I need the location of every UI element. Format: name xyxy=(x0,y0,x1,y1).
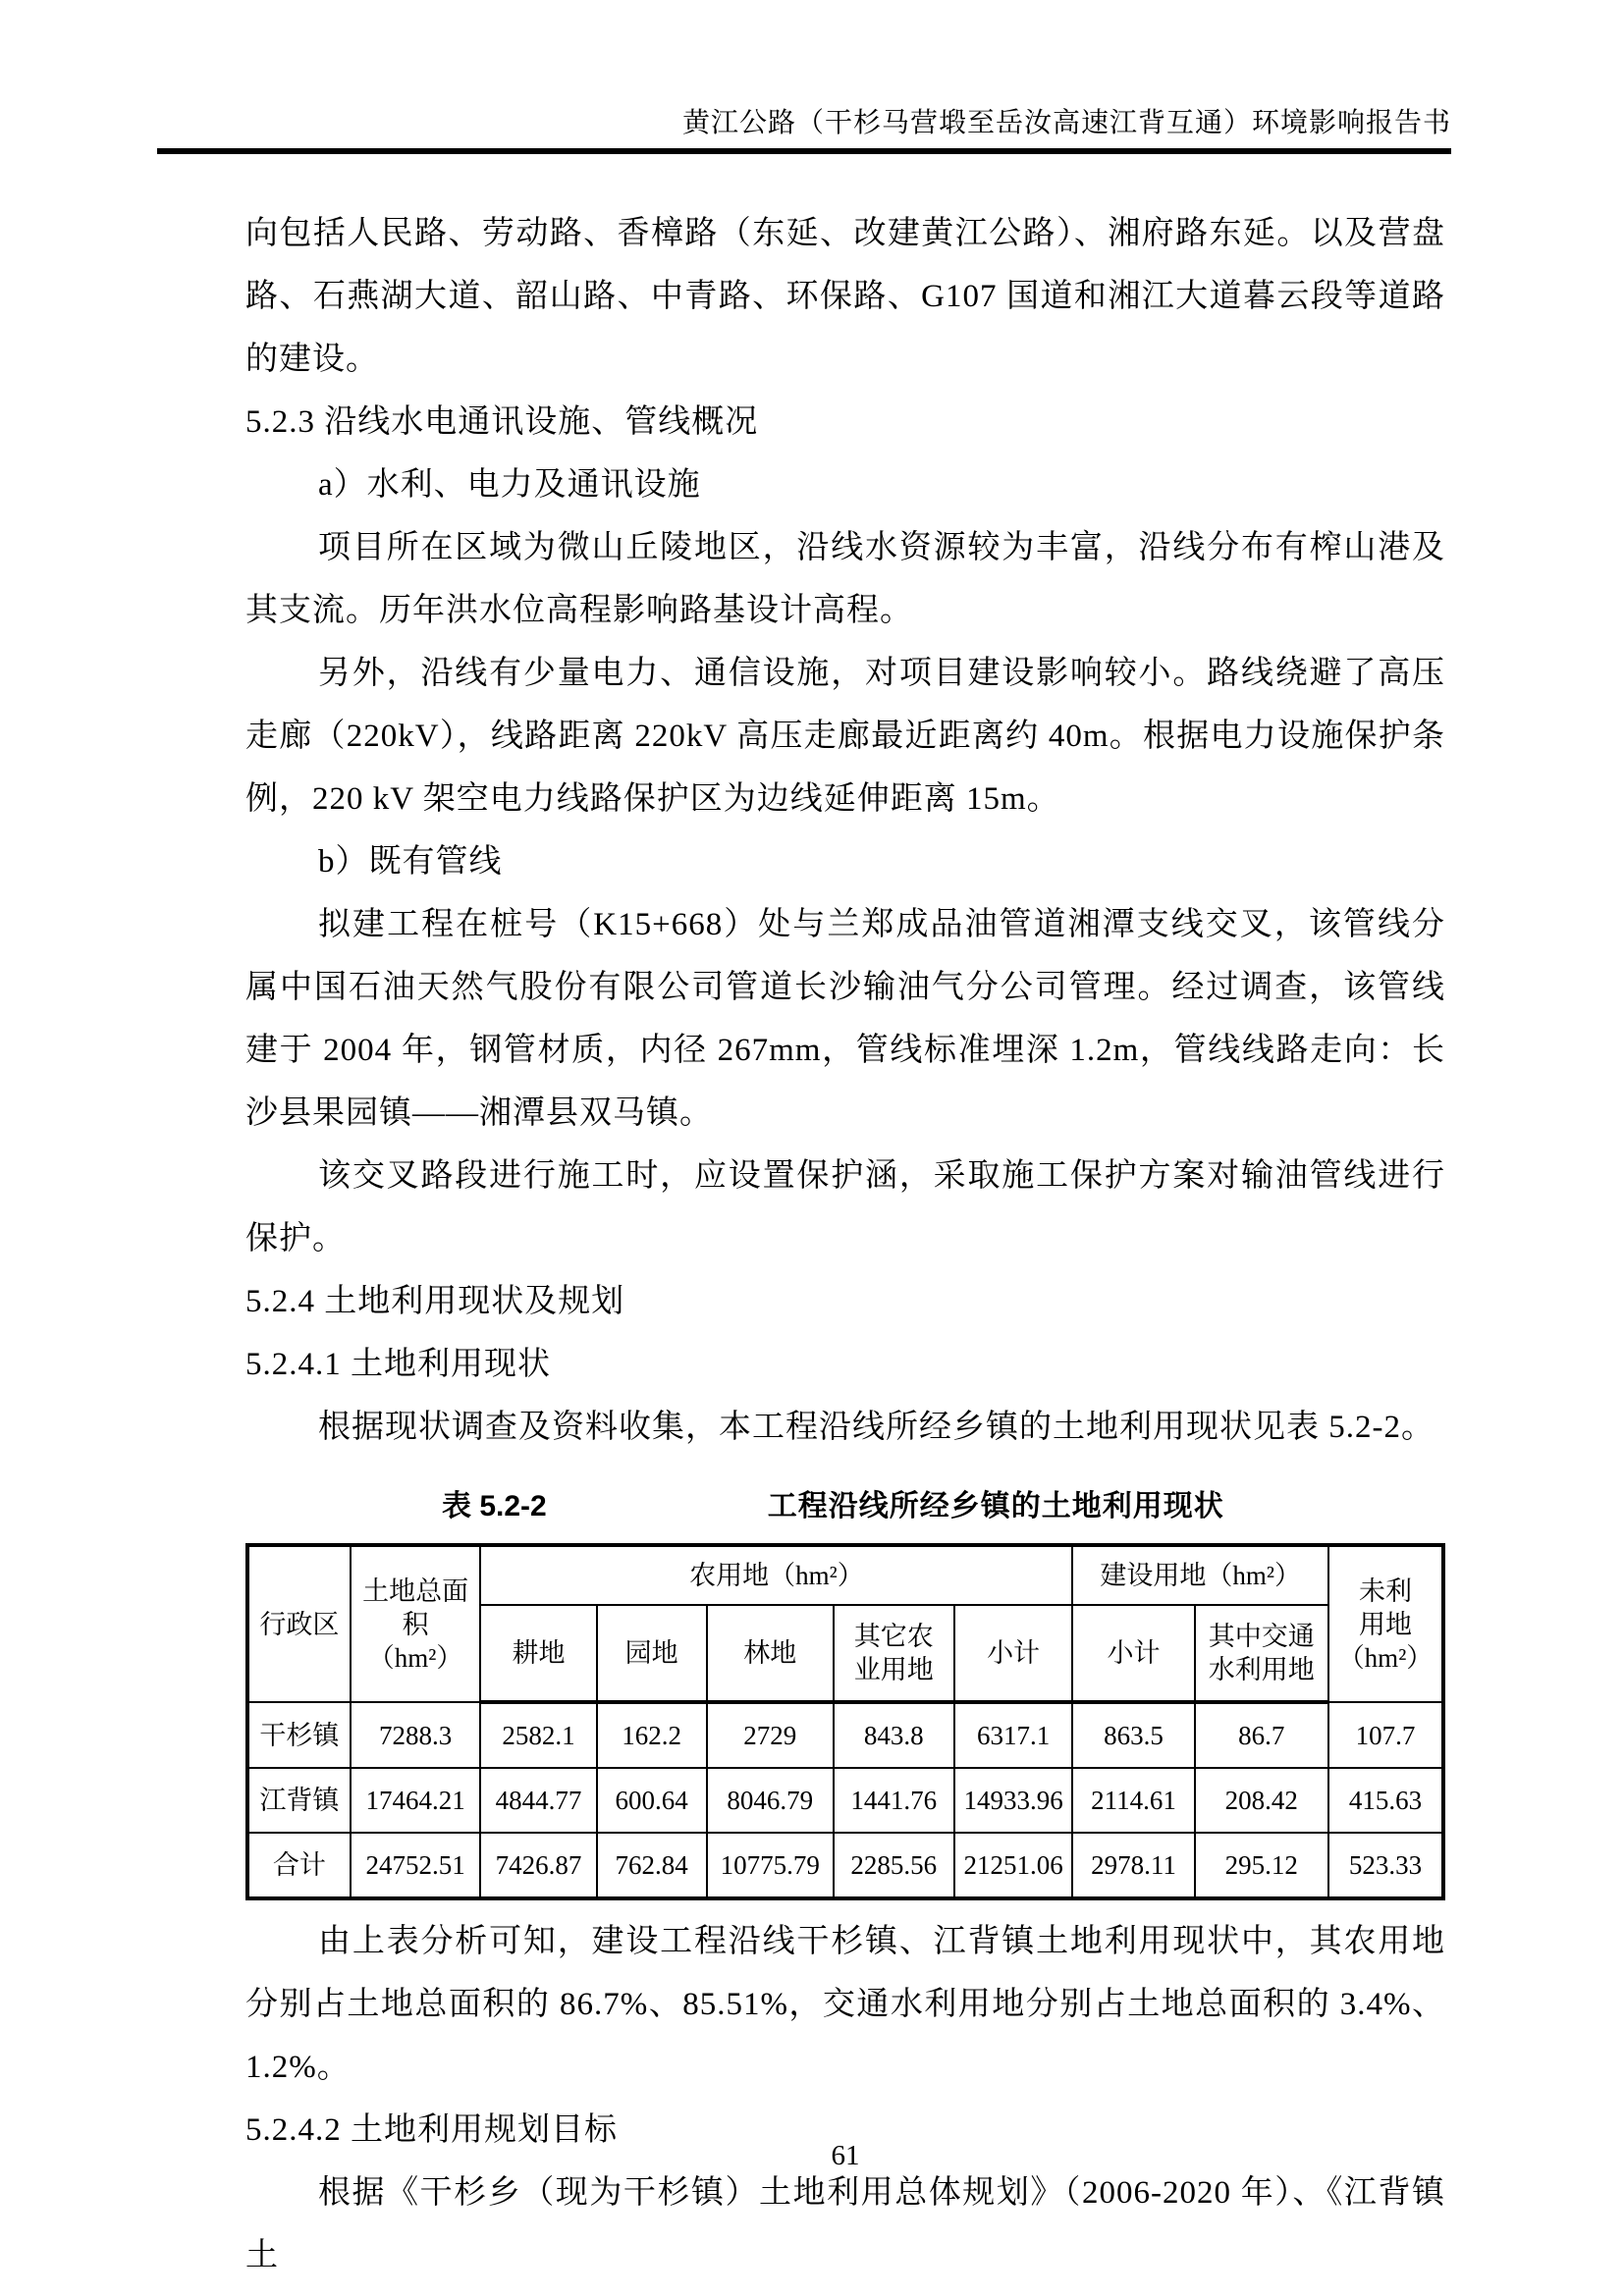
value-cell: 523.33 xyxy=(1328,1833,1443,1898)
value-cell: 1441.76 xyxy=(834,1768,954,1833)
paragraph: 另外，沿线有少量电力、通信设施，对项目建设影响较小。路线绕避了高压走廊（220kV），线路距离 220kV 高压走廊最近距离约 40m。根据电力设施保护条例，220 kV 架空电力线路保护区为边线延伸距离 15m。 xyxy=(245,656,1445,817)
value-cell: 21251.06 xyxy=(954,1833,1073,1898)
page-number: 61 xyxy=(831,2140,860,2171)
value-cell: 2285.56 xyxy=(834,1833,954,1898)
section-heading-5-2-4: 5.2.4 土地利用现状及规划 xyxy=(245,1284,625,1319)
paragraph: 根据《干杉乡（现为干杉镇）土地利用总体规划》（2006-2020 年）、《江背镇土 xyxy=(245,2175,1445,2273)
col-header-unused-land xyxy=(1328,1545,1443,1702)
value-cell: 24752.51 xyxy=(351,1833,481,1898)
value-cell: 162.2 xyxy=(597,1702,707,1768)
value-cell: 600.64 xyxy=(597,1768,707,1833)
col-header-other-agri-land-label: 其它农业用地 xyxy=(853,1622,934,1684)
value-cell: 17464.21 xyxy=(351,1768,481,1833)
col-header-total-area-unit: （hm²） xyxy=(367,1642,463,1673)
section-heading-5-2-3: 5.2.3 沿线水电通讯设施、管线概况 xyxy=(245,404,759,440)
col-header-agri-subtotal: 小计 xyxy=(954,1605,1073,1702)
value-cell: 8046.79 xyxy=(707,1768,834,1833)
col-header-transport-water-land-label: 其中交通水利用地 xyxy=(1208,1622,1315,1684)
subheading-a: a）水利、电力及通讯设施 xyxy=(318,467,701,503)
subheading-b: b）既有管线 xyxy=(318,844,503,880)
header-rule-divider xyxy=(157,148,1451,154)
table-row-jiangbei xyxy=(247,1768,1443,1833)
paragraph: 根据现状调查及资料收集，本工程沿线所经乡镇的土地利用现状见表 5.2-2。 xyxy=(318,1410,1435,1445)
col-header-total-area xyxy=(351,1545,481,1702)
value-cell: 107.7 xyxy=(1328,1702,1443,1768)
group-header-agricultural-land: 农用地（hm²） xyxy=(480,1545,1072,1605)
paragraph: 拟建工程在桩号（K15+668）处与兰郑成品油管道湘潭支线交叉，该管线分属中国石油天然气股份有限公司管道长沙输油气分公司管理。经过调查，该管线建于 2004 年，钢管材质，内径 267mm，管线标准埋深 1.2m，管线线路走向：长沙县果园镇——湘潭县双马镇。 xyxy=(245,907,1445,1131)
value-cell: 843.8 xyxy=(834,1702,954,1768)
paragraph: 向包括人民路、劳动路、香樟路（东延、改建黄江公路）、湘府路东延。以及营盘路、石燕湖大道、韶山路、中青路、环保路、G107 国道和湘江大道暮云段等道路的建设。 xyxy=(245,216,1445,377)
region-cell: 干杉镇 xyxy=(247,1702,351,1768)
col-header-transport-water-land xyxy=(1195,1605,1328,1702)
paragraph: 项目所在区域为微山丘陵地区，沿线水资源较为丰富，沿线分布有榨山港及其支流。历年洪水位高程影响路基设计高程。 xyxy=(245,530,1445,628)
table-row-ganshan xyxy=(247,1702,1443,1768)
value-cell: 6317.1 xyxy=(954,1702,1073,1768)
table-caption-label: 表 5.2-2 xyxy=(442,1490,547,1522)
table-caption xyxy=(245,1484,1445,1529)
value-cell: 7288.3 xyxy=(351,1702,481,1768)
col-header-cultivated-land: 耕地 xyxy=(480,1605,596,1702)
running-header-title: 黄江公路（干杉马营塅至岳汝高速江背互通）环境影响报告书 xyxy=(681,108,1451,138)
paragraph: 由上表分析可知，建设工程沿线干杉镇、江背镇土地利用现状中，其农用地分别占土地总面积的 86.7%、85.51%，交通水利用地分别占土地总面积的 3.4%、1.2%。 xyxy=(245,1924,1445,2085)
value-cell: 863.5 xyxy=(1072,1702,1194,1768)
table-row-total xyxy=(247,1833,1443,1898)
col-header-unused-land-label: 未利用地 xyxy=(1358,1575,1412,1639)
col-header-constr-subtotal: 小计 xyxy=(1072,1605,1194,1702)
value-cell: 14933.96 xyxy=(954,1768,1073,1833)
value-cell: 2114.61 xyxy=(1072,1768,1194,1833)
col-header-forest-land: 林地 xyxy=(707,1605,834,1702)
value-cell: 2582.1 xyxy=(480,1702,596,1768)
value-cell: 415.63 xyxy=(1328,1768,1443,1833)
group-header-construction-land: 建设用地（hm²） xyxy=(1072,1545,1328,1605)
col-header-garden-land: 园地 xyxy=(597,1605,707,1702)
col-header-unused-land-unit: （hm²） xyxy=(1337,1642,1434,1673)
value-cell: 2729 xyxy=(707,1702,834,1768)
land-use-table xyxy=(245,1543,1445,1900)
region-cell: 江背镇 xyxy=(247,1768,351,1833)
value-cell: 86.7 xyxy=(1195,1702,1328,1768)
value-cell: 7426.87 xyxy=(480,1833,596,1898)
page-content xyxy=(245,202,1445,2287)
region-cell: 合计 xyxy=(247,1833,351,1898)
value-cell: 10775.79 xyxy=(707,1833,834,1898)
value-cell: 762.84 xyxy=(597,1833,707,1898)
paragraph: 该交叉路段进行施工时，应设置保护涵，采取施工保护方案对输油管线进行保护。 xyxy=(245,1158,1445,1256)
section-heading-5-2-4-1: 5.2.4.1 土地利用现状 xyxy=(245,1347,551,1382)
value-cell: 2978.11 xyxy=(1072,1833,1194,1898)
col-header-other-agri-land xyxy=(834,1605,954,1702)
table-caption-title: 工程沿线所经乡镇的土地利用现状 xyxy=(767,1490,1224,1522)
value-cell: 295.12 xyxy=(1195,1833,1328,1898)
section-heading-5-2-4-2: 5.2.4.2 土地利用规划目标 xyxy=(245,2112,618,2148)
col-header-admin-region: 行政区 xyxy=(247,1545,351,1702)
value-cell: 208.42 xyxy=(1195,1768,1328,1833)
col-header-total-area-label: 土地总面积 xyxy=(362,1575,469,1639)
value-cell: 4844.77 xyxy=(480,1768,596,1833)
